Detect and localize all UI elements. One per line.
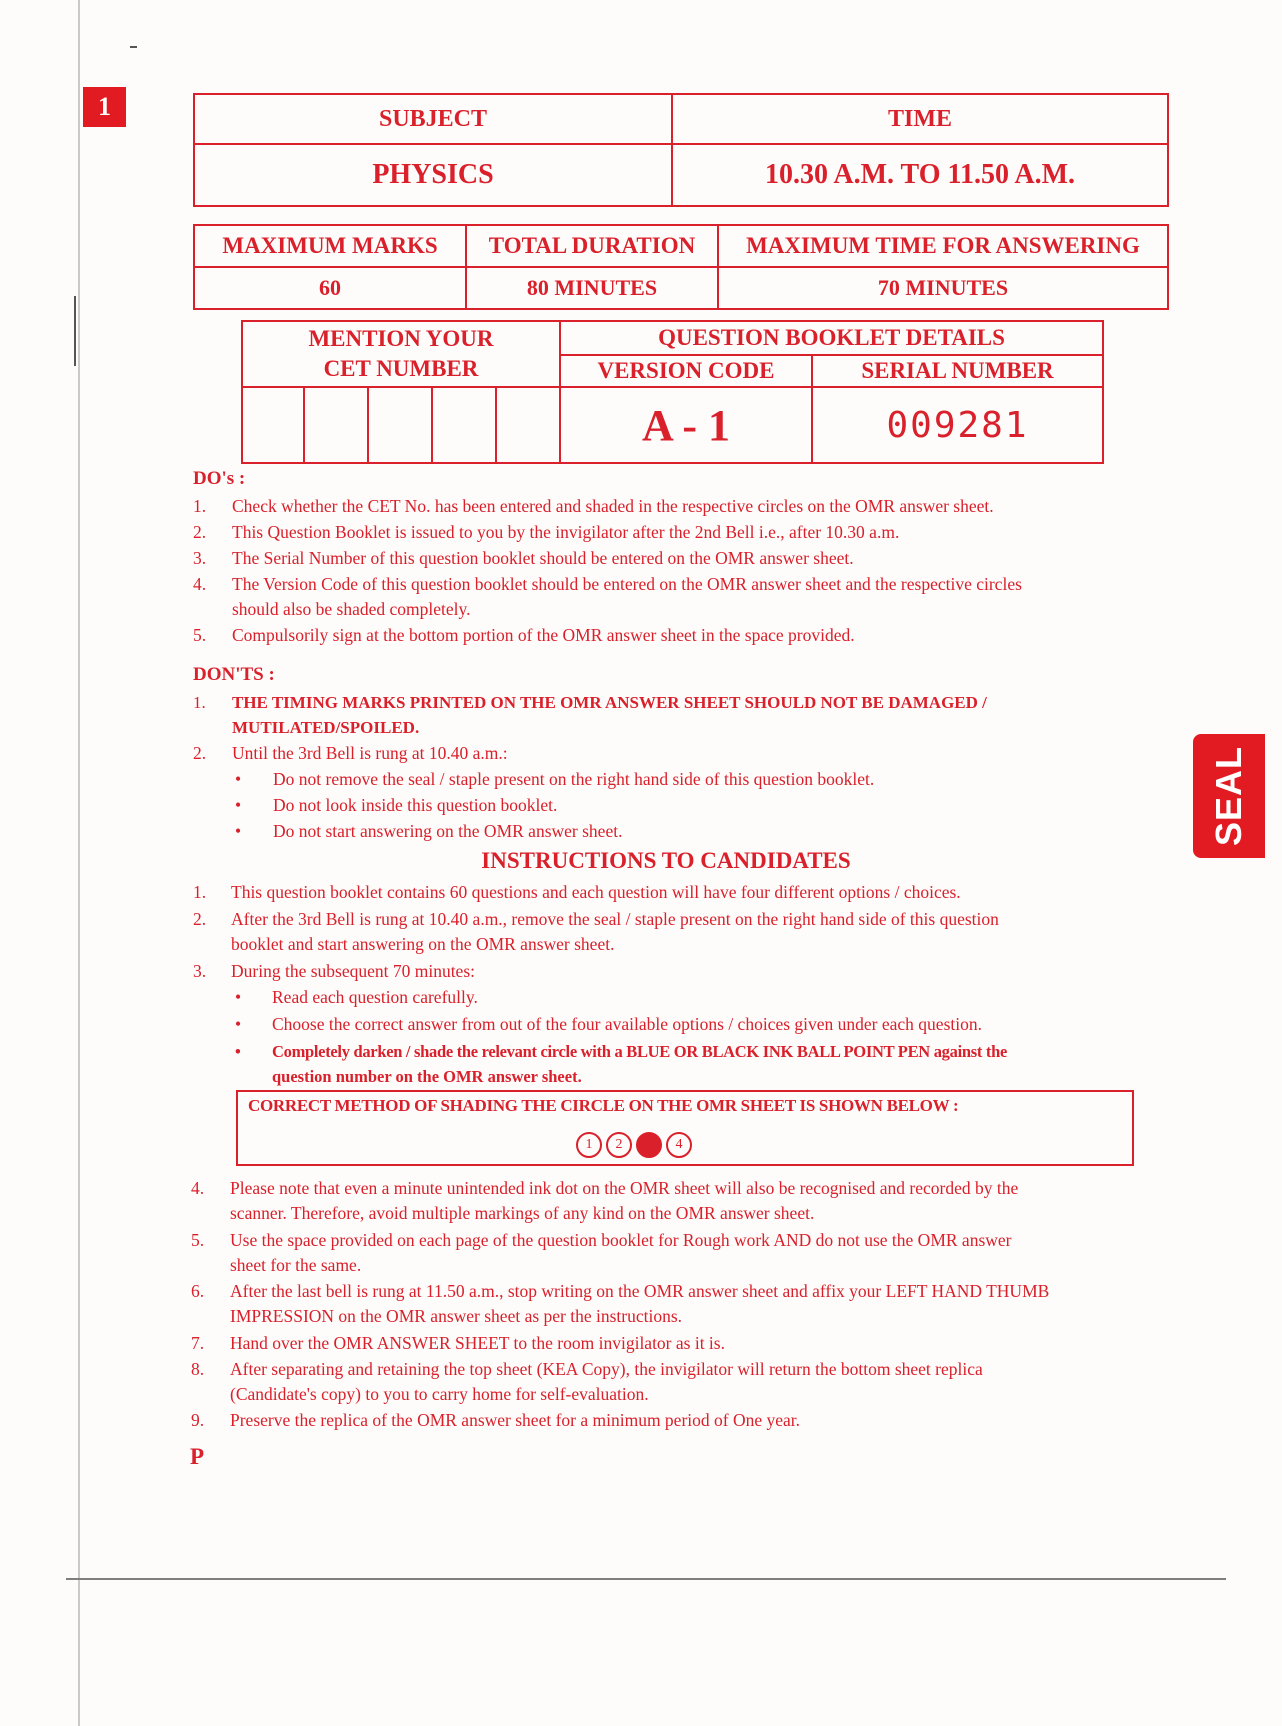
instruction-text: After the last bell is rung at 11.50 a.m., stop writing on the OMR answer sheet and affix your LEFT HAND THUMB — [230, 1281, 1050, 1301]
donts-heading: DON'TS : — [193, 664, 275, 685]
instruction-text: IMPRESSION on the OMR answer sheet as per the instructions. — [230, 1306, 683, 1326]
instruction-text: (Candidate's copy) to you to carry home for self-evaluation. — [230, 1384, 649, 1404]
instruction-bullet-text: Choose the correct answer from out of the four available options / choices given under each question. — [272, 1014, 982, 1034]
shading-circles — [574, 1132, 694, 1158]
dos-item-text: Check whether the CET No. has been entered and shaded in the respective circles on the OMR answer sheet. — [232, 496, 994, 516]
dos-item-text: should also be shaded completely. — [232, 599, 471, 619]
instruction-text: sheet for the same. — [230, 1255, 362, 1275]
instruction-number: 9. — [191, 1410, 205, 1430]
instruction-text: Use the space provided on each page of the question booklet for Rough work AND do not use the OMR answer — [230, 1230, 1012, 1250]
seal-label: SEAL — [1208, 745, 1249, 847]
instruction-text: Hand over the OMR ANSWER SHEET to the room invigilator as it is. — [230, 1333, 725, 1353]
instruction-number: 3. — [193, 961, 207, 981]
duration-value: 80 MINUTES — [466, 267, 718, 309]
bullet-icon: • — [235, 1014, 242, 1034]
bullet-icon: • — [235, 987, 242, 1007]
donts-bullet-text: Do not look inside this question booklet. — [273, 795, 558, 815]
shading-example-box — [236, 1090, 1134, 1166]
cet-digit-box[interactable] — [496, 387, 560, 463]
donts-bullet-text: Do not start answering on the OMR answer sheet. — [273, 821, 623, 841]
donts-item-text: THE TIMING MARKS PRINTED ON THE OMR ANSWER SHEET SHOULD NOT BE DAMAGED / — [232, 693, 987, 712]
dos-item-text: Compulsorily sign at the bottom portion of the OMR answer sheet in the space provided. — [232, 625, 855, 645]
option-circle: 2 — [606, 1132, 632, 1158]
donts-item-text: MUTILATED/SPOILED. — [232, 718, 420, 737]
instruction-text: This question booklet contains 60 questions and each question will have four different options / choices. — [231, 882, 961, 902]
shading-box-title: CORRECT METHOD OF SHADING THE CIRCLE ON THE OMR SHEET IS SHOWN BELOW : — [248, 1096, 959, 1115]
version-code-label: VERSION CODE — [560, 355, 812, 387]
time-value: 10.30 A.M. TO 11.50 A.M. — [672, 144, 1168, 206]
option-circle-filled — [636, 1132, 662, 1158]
dos-item-number: 1. — [193, 496, 207, 516]
instruction-number: 4. — [191, 1178, 205, 1198]
dos-item-number: 3. — [193, 548, 207, 568]
instruction-number: 1. — [193, 882, 207, 902]
subject-value: PHYSICS — [194, 144, 672, 206]
page-number-badge: 1 — [83, 87, 126, 127]
instruction-text: Preserve the replica of the OMR answer sheet for a minimum period of One year. — [230, 1410, 801, 1430]
instruction-number: 6. — [191, 1281, 205, 1301]
dos-item-number: 2. — [193, 522, 207, 542]
cet-label-line1: MENTION YOUR — [308, 326, 494, 351]
instruction-number: 5. — [191, 1230, 205, 1250]
option-circle: 4 — [666, 1132, 692, 1158]
bullet-icon: • — [235, 1042, 241, 1061]
cet-digit-box[interactable] — [304, 387, 368, 463]
footer-letter: P — [190, 1444, 205, 1469]
details-label: QUESTION BOOKLET DETAILS — [560, 321, 1103, 355]
donts-item-number: 2. — [193, 743, 207, 763]
time-label: TIME — [672, 94, 1168, 144]
dos-item-text: The Serial Number of this question booklet should be entered on the OMR answer sheet. — [232, 548, 854, 568]
instruction-bullet-text: Read each question carefully. — [272, 987, 478, 1007]
instruction-text: booklet and start answering on the OMR answer sheet. — [231, 934, 615, 954]
instruction-text: Please note that even a minute unintended ink dot on the OMR sheet will also be recognised and recorded by the — [230, 1178, 1019, 1198]
subject-time-table — [193, 93, 1169, 207]
bullet-icon: • — [235, 795, 242, 815]
dos-item-number: 5. — [193, 625, 207, 645]
serial-number-value: 009281 — [812, 387, 1103, 463]
booklet-details-table — [241, 320, 1104, 464]
dos-item-text: This Question Booklet is issued to you by the invigilator after the 2nd Bell i.e., after 10.30 a.m. — [232, 522, 900, 542]
cet-digit-box[interactable] — [432, 387, 496, 463]
serial-number-label: SERIAL NUMBER — [812, 355, 1103, 387]
donts-item-text: Until the 3rd Bell is rung at 10.40 a.m.: — [232, 743, 508, 763]
duration-label: TOTAL DURATION — [466, 225, 718, 267]
instruction-number: 2. — [193, 909, 207, 929]
max-marks-value: 60 — [194, 267, 466, 309]
cet-digit-box[interactable] — [368, 387, 432, 463]
instruction-text: After separating and retaining the top sheet (KEA Copy), the invigilator will return the bottom sheet replica — [230, 1359, 983, 1379]
instruction-bullet-text: question number on the OMR answer sheet. — [272, 1067, 582, 1086]
binding-bracket — [74, 296, 79, 366]
dos-item-text: The Version Code of this question booklet should be entered on the OMR answer sheet and the respective circles — [232, 574, 1022, 594]
instruction-number: 7. — [191, 1333, 205, 1353]
instruction-text: scanner. Therefore, avoid multiple markings of any kind on the OMR answer sheet. — [230, 1203, 815, 1223]
instruction-text: After the 3rd Bell is rung at 10.40 a.m., remove the seal / staple present on the right hand side of this question — [231, 909, 999, 929]
subject-label: SUBJECT — [194, 94, 672, 144]
bullet-icon: • — [235, 769, 242, 789]
version-code-value: A - 1 — [560, 387, 812, 463]
scan-mark — [130, 46, 137, 48]
cet-number-label — [242, 321, 560, 387]
max-marks-label: MAXIMUM MARKS — [194, 225, 466, 267]
instruction-bullet-text: Completely darken / shade the relevant circle with a BLUE OR BLACK INK BALL POINT PEN against the — [272, 1042, 1007, 1061]
cet-label-line2: CET NUMBER — [323, 356, 479, 381]
bottom-rule — [66, 1578, 1226, 1580]
answer-time-label: MAXIMUM TIME FOR ANSWERING — [718, 225, 1168, 267]
donts-item-number: 1. — [193, 693, 206, 712]
donts-bullet-text: Do not remove the seal / staple present on the right hand side of this question booklet. — [273, 769, 875, 789]
seal-tab[interactable] — [1193, 734, 1265, 858]
option-circle: 1 — [576, 1132, 602, 1158]
instructions-heading: INSTRUCTIONS TO CANDIDATES — [481, 848, 851, 873]
dos-item-number: 4. — [193, 574, 207, 594]
answer-time-value: 70 MINUTES — [718, 267, 1168, 309]
cet-digit-box[interactable] — [242, 387, 304, 463]
instruction-number: 8. — [191, 1359, 205, 1379]
dos-heading: DO's : — [193, 468, 246, 489]
marks-table — [193, 224, 1169, 310]
instruction-text: During the subsequent 70 minutes: — [231, 961, 476, 981]
bullet-icon: • — [235, 821, 242, 841]
